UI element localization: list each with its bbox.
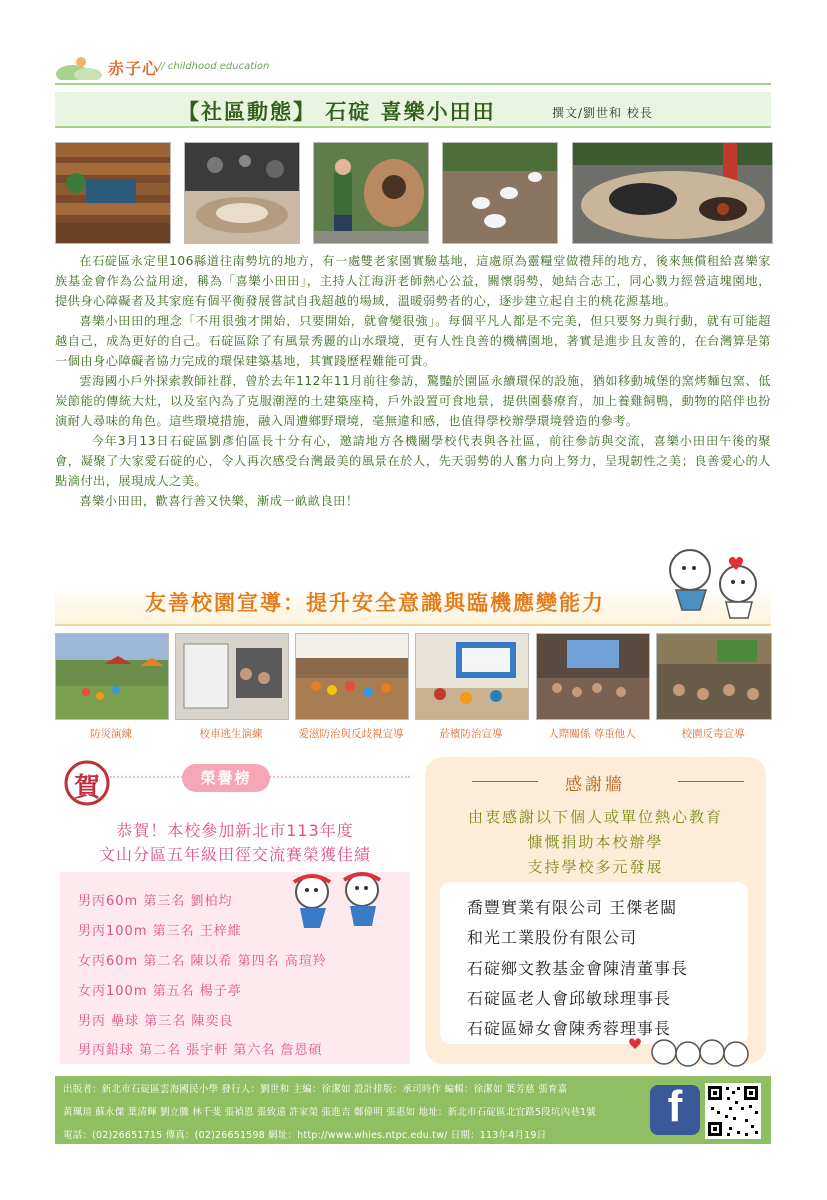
donor-entry: 石碇區老人會邱敏球理事長 [467, 989, 672, 1008]
activity-photo-drugs [656, 633, 772, 720]
article-byline: 撰文/劉世和 校長 [552, 106, 653, 120]
honor-heading: 恭賀！本校參加新北市113年度 [116, 821, 354, 840]
mascot-group-icon [624, 1032, 750, 1072]
honor-entry: 男丙鉛球 第二名 張宇軒 第六名 詹恩碩 [78, 1043, 323, 1058]
article-paragraph: 喜樂小田田的理念「不用很強才開始，只要開始，就會變很強」。每個平凡人都是不完美，但只要努力與行動，就有可能超越自己，成為更好的自己。石碇區除了有風景秀麗的山水環境，更有人性良善的機構園地，著實是進步且友善的，在台灣算是第一個由身心障礙者協力完成的環保建築基地，其實踐歷程難能可貴。 [55, 314, 771, 368]
caption-respect: 人際關係 尊重他人 [548, 728, 636, 740]
thanks-intro: 慷慨捐助本校辦學 [527, 833, 664, 851]
disaster-drill-photo-icon [56, 634, 168, 719]
thanks-intro: 由衷感謝以下個人或單位熱心教育 [467, 808, 723, 826]
article-paragraph: 雲海國小戶外探索教師社群，曾於去年112年11月前往參訪，驚豔於園區永續環保的設施，猶如移動城堡的窯烤麵包窯、低炭節能的傳統大灶，以及室內為了克服潮溼的土建築座椅，戶外設置可食地景，提供園藝療育，加上養雞飼鴨，動物的陪伴也扮演耐人尋味的角色。這些環境措施，融入周遭鄉野環境，毫無違和感，也值得學校辦學環境營造的參考。 [55, 374, 771, 428]
article-body [55, 251, 771, 511]
ducks-photo-icon [443, 143, 557, 243]
mascot-heroes-icon [660, 540, 770, 620]
activity-photo-drill [55, 633, 169, 720]
wok-photo-icon [573, 143, 772, 243]
honor-entry: 男丙 壘球 第三名 陳奕良 [78, 1014, 234, 1029]
article-paragraph: 喜樂小田田，歡喜行善又快樂，漸成一畝畝良田！ [79, 494, 359, 508]
congrats-stamp [64, 760, 110, 806]
respect-talk-photo-icon [537, 634, 649, 719]
honor-entry: 女丙100m 第五名 楊子葶 [78, 984, 242, 999]
caption-aids: 愛滋防治與反歧視宣導 [298, 728, 404, 740]
brand-name: 赤子心 [108, 59, 160, 78]
anti-drug-photo-icon [657, 634, 771, 719]
section-title: 【社區動態】 石碇 喜樂小田田 [178, 100, 496, 124]
activity-photo-aids [295, 633, 409, 720]
caption-tobacco: 菸檳防治宣導 [439, 728, 503, 740]
qr-code-icon[interactable] [705, 1083, 761, 1139]
facebook-letter: f [667, 1082, 683, 1131]
caption-drill: 防災演練 [90, 728, 132, 740]
article-paragraph: 今年3月13日石碇區劉彥伯區長十分有心，邀請地方各機關學校代表與各社區，前往參訪與交流，喜樂小田田午後的聚會，凝聚了大家愛石碇的心，令人再次感受台灣最美的風景在於人，先天弱勢的人奮力向上努力，呈現韌性之美；良善愛心的人點滴付出，展現成人之美。 [55, 434, 771, 488]
kiln-photo-icon [314, 143, 428, 243]
caption-bus: 校車逃生演練 [199, 728, 263, 740]
honor-entry: 男丙60m 第三名 劉柏均 [78, 894, 233, 909]
donor-entry: 石碇區婦女會陳秀蓉理事長 [467, 1019, 672, 1038]
tobacco-talk-photo-icon [416, 634, 528, 719]
bus-drill-photo-icon [176, 634, 288, 719]
photo-ducks [442, 142, 558, 244]
caption-drugs: 校園反毒宣導 [681, 728, 745, 740]
donor-entry: 石碇鄉文教基金會陳清董事長 [467, 959, 689, 978]
thanks-title: 感謝牆 [565, 775, 625, 795]
donor-entry: 和光工業股份有限公司 [467, 928, 638, 947]
campus-banner-title: 友善校園宣導：提升安全意識與臨機應變能力 [145, 591, 605, 615]
thanks-intro: 支持學校多元發展 [527, 858, 664, 876]
honor-heading-sub: 文山分區五年級田徑交流賽榮獲佳績 [98, 845, 371, 864]
brand-logo-icon [55, 52, 103, 80]
brand-subtitle: // childhood education [158, 61, 270, 72]
honor-entry: 女丙60m 第二名 陳以希 第四名 高瑄羚 [78, 954, 327, 969]
photo-stove [184, 142, 300, 244]
activity-photo-tobacco [415, 633, 529, 720]
wood-sign-photo-icon [56, 143, 170, 243]
mascot-runners-icon [286, 868, 392, 934]
donor-entry: 喬豐實業有限公司 王傑老闆 [467, 898, 678, 917]
stove-photo-icon [185, 143, 299, 243]
aids-talk-photo-icon [296, 634, 408, 719]
photo-sign [55, 142, 171, 244]
honor-badge: 榮譽榜 [182, 764, 270, 792]
activity-photo-respect [536, 633, 650, 720]
header-divider [55, 83, 771, 85]
article-paragraph: 在石碇區永定里106縣道往南勢坑的地方，有一處雙老家園實驗基地，這處原為靈糧堂做禮拜的地方，後來無償租給喜樂家族基金會作為公益用途，稱為「喜樂小田田」，主持人江海汧老師熱心公益，關懷弱勢，她結合志工，同心戮力經營這塊園地，提供身心障礙者及其家庭有個平衡發展嘗試自我超越的場域，溫暖弱勢者的心，逐步建立起自主的桃花源基地。 [55, 254, 771, 308]
photo-kiln-woman [313, 142, 429, 244]
footer-publisher: 出版者：新北市石碇區雲海國民小學 發行人：劉世和 主編：徐潔如 設計排版：承司時作 編輯：徐潔如 葉芳慈 張育嘉 [63, 1084, 568, 1095]
activity-photo-bus [175, 633, 289, 720]
photo-wok [572, 142, 773, 244]
honor-entry: 男丙100m 第三名 王梓維 [78, 924, 242, 939]
footer-editors-address: 黃珮瑄 蘇永傑 葉清輝 劉立騰 林千斐 張禎恩 張致遠 許家榮 張進吉 鄭偉明 張惠如 地址：新北市石碇區北宜路5段坑內巷1號 [63, 1107, 596, 1118]
stamp-char: 賀 [73, 773, 100, 803]
footer-contact: 電話：(02)26651715 傳真：(02)26651598 網址：http://www.whies.ntpc.edu.tw/ 日期：113年4月19日 [63, 1130, 547, 1141]
